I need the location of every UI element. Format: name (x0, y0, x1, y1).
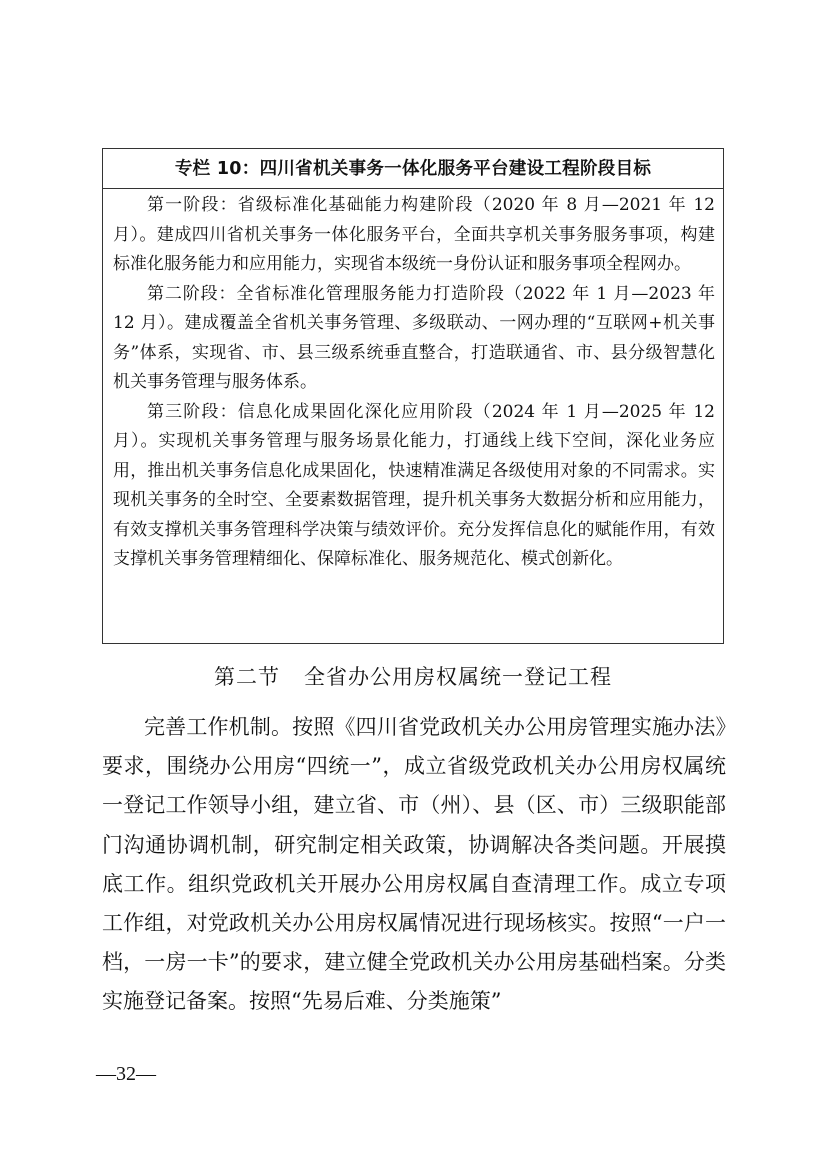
stage-paragraph-2: 第二阶段：全省标准化管理服务能力打造阶段（2022 年 1 月—2023 年 12 月）。建成覆盖全省机关事务管理、多级联动、一网办理的“互联网+机关事务”体系，实现省、市、县三级系统垂直整合，打造联通省、市、县分级智慧化机关事务管理与服务体系。 (113, 283, 715, 392)
section-title: 全省办公用房权属统一登记工程 (304, 665, 612, 689)
body-paragraph: 完善工作机制。按照《四川省党政机关办公用房管理实施办法》要求，围绕办公用房“四统一”，成立省级党政机关办公用房权属统一登记工作领导小组，建立省、市（州）、县（区、市）三级职能部门沟通协调机制，研究制定相关政策，协调解决各类问题。开展摸底工作。组织党政机关开展办公用房权属自查清理工作。成立专项工作组，对党政机关办公用房权属情况进行现场核实。按照“一户一档，一房一卡”的要求，建立健全党政机关办公用房基础档案。分类实施登记备案。按照“先易后难、分类施策” (102, 715, 726, 1014)
section-heading (102, 660, 724, 694)
page-number: —32— (96, 1063, 156, 1085)
section-number: 第二节 (214, 665, 280, 689)
stage-paragraph-1: 第一阶段：省级标准化基础能力构建阶段（2020 年 8 月—2021 年 12 月）。建成四川省机关事务一体化服务平台，全面共享机关事务服务事项，构建标准化服务能力和应用能力，实现省本级统一身份认证和服务事项全程网办。 (113, 195, 715, 274)
column-box (102, 148, 724, 644)
stage-paragraph-3: 第三阶段：信息化成果固化深化应用阶段（2024 年 1 月—2025 年 12 月）。实现机关事务管理与服务场景化能力，打通线上线下空间，深化业务应用，推出机关事务信息化成果固化，快速精准满足各级使用对象的不同需求。实现机关事务的全时空、全要素数据管理，提升机关事务大数据分析和应用能力，有效支撑机关事务管理科学决策与绩效评价。充分发挥信息化的赋能作用，有效支撑机关事务管理精细化、保障标准化、服务规范化、模式创新化。 (113, 401, 715, 569)
column-box-body (113, 191, 715, 575)
column-box-title: 专栏 10：四川省机关事务一体化服务平台建设工程阶段目标 (103, 149, 723, 189)
